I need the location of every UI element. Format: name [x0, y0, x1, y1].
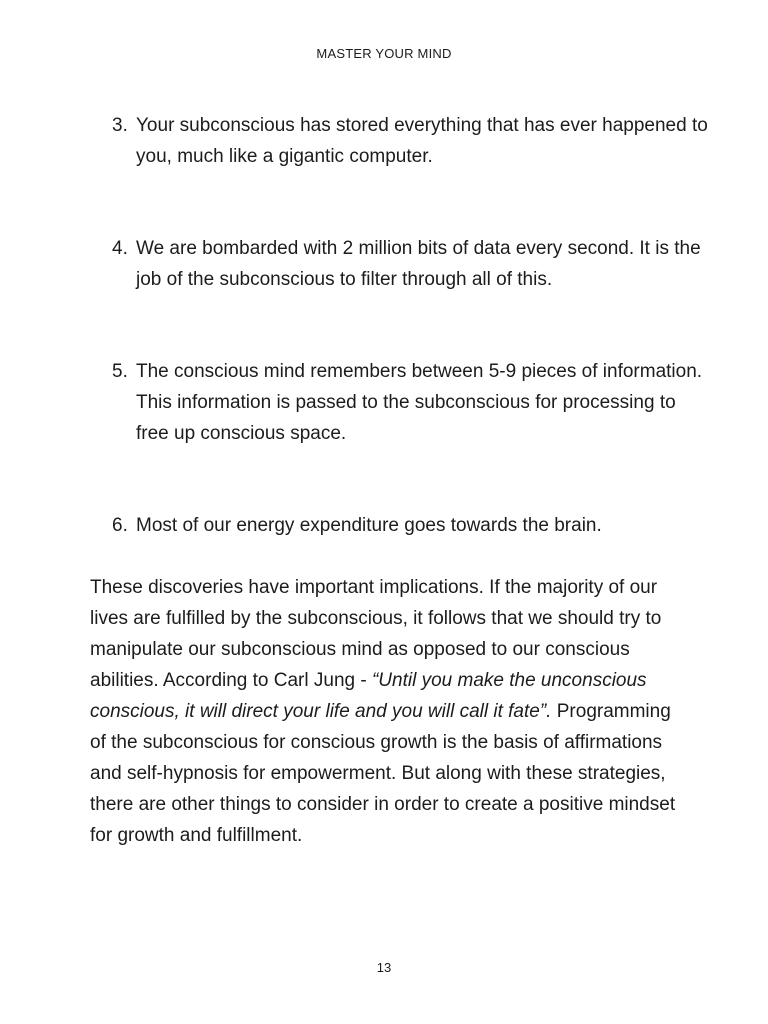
list-item-text: Your subconscious has stored everything that has ever happened to you, much like a gigantic computer. — [136, 115, 708, 167]
list-item-text: Most of our energy expenditure goes towards the brain. — [136, 515, 602, 536]
list-item-number: 5. — [112, 361, 128, 382]
numbered-list — [112, 110, 712, 541]
list-item-number: 4. — [112, 238, 128, 259]
paragraph-text-before-quote: These discoveries have important implications. If the majority of our lives are fulfilled by the subconscious, it follows that we should try to manipulate our subconscious mind as opposed to our conscious abilities. According to Carl Jung - — [90, 577, 662, 691]
carl-jung-quote: “Until you make the unconscious conscious, it will direct your life and you will call it fate”. — [90, 670, 647, 722]
paragraph-text-after-quote: Programming of the subconscious for conscious growth is the basis of affirmations and self-hypnosis for empowerment. But along with these strategies, there are other things to consider in order to create a positive mindset for growth and fulfillment. — [90, 701, 676, 846]
list-item — [112, 110, 712, 172]
list-item-number: 6. — [112, 515, 128, 536]
running-header: MASTER YOUR MIND — [316, 46, 452, 61]
list-item-text: We are bombarded with 2 million bits of data every second. It is the job of the subconscious to filter through all of this. — [136, 238, 701, 290]
body-paragraph — [90, 572, 690, 851]
list-item — [112, 233, 712, 295]
list-item-text: The conscious mind remembers between 5-9 pieces of information. This information is passed to the subconscious for processing to free up conscious space. — [136, 361, 703, 444]
list-item — [112, 356, 712, 449]
page-number: 13 — [376, 960, 392, 975]
list-item-number: 3. — [112, 115, 128, 136]
list-item — [112, 510, 712, 541]
